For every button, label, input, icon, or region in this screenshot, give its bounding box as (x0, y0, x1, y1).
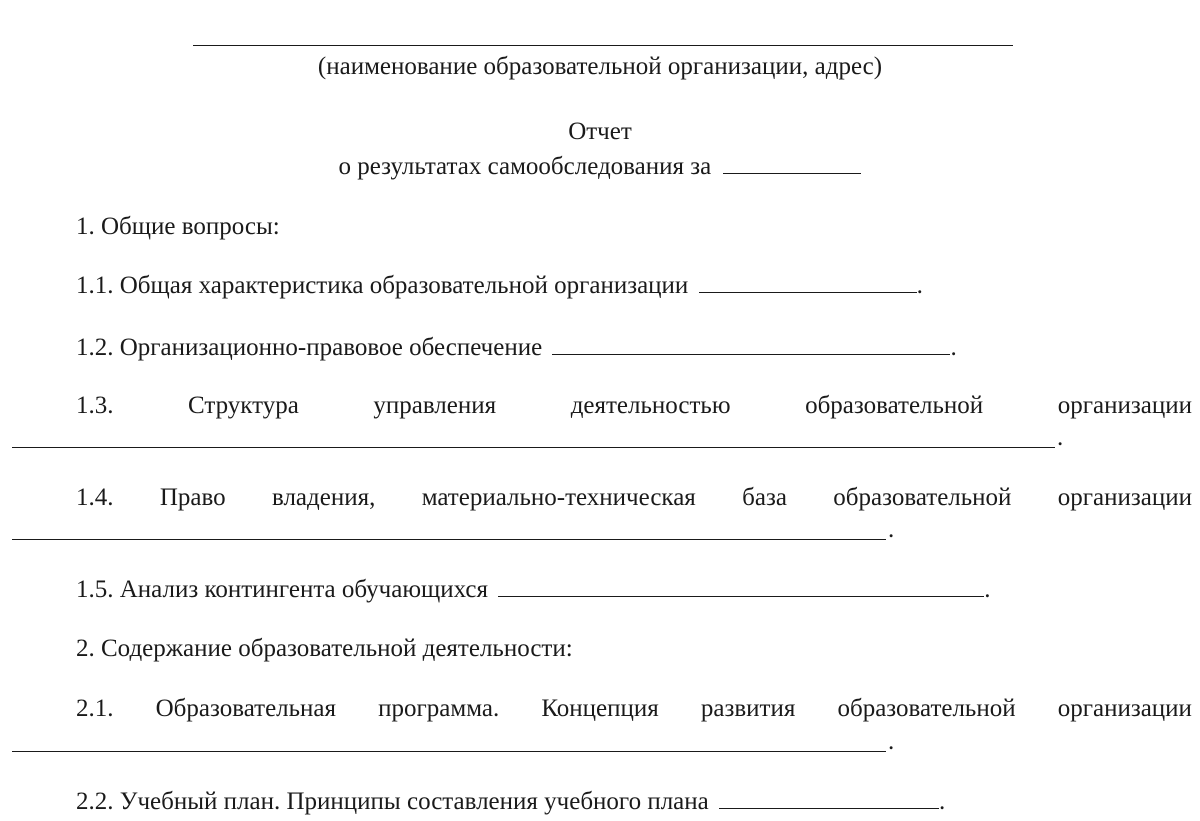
item-1-1-period: . (916, 272, 923, 299)
item-1-1-label: 1.1. Общая характеристика образовательной организации (76, 272, 689, 299)
item-1-4-word: владения, (271, 484, 376, 511)
item-2-1-word: образовательной (837, 695, 1016, 722)
item-1-3-line (76, 391, 1192, 421)
item-1-3-word: образовательной (805, 392, 984, 419)
item-1-4-word: Право (159, 484, 226, 511)
item-1-5-label: 1.5. Анализ контингента обучающихся (76, 576, 489, 603)
org-name-blank-line (193, 45, 1013, 46)
item-1-1-blank (699, 270, 917, 293)
item-1-3-word: управления (373, 392, 497, 419)
org-caption: (наименование образовательной организации, адрес) (317, 53, 883, 80)
item-1-1 (76, 270, 923, 301)
item-2-1-word: Концепция (541, 695, 659, 722)
item-1-3-word: Структура (188, 392, 299, 419)
item-1-4-blank (12, 539, 886, 540)
item-1-4-word: организации (1057, 484, 1192, 511)
item-1-2-label: 1.2. Организационно-правовое обеспечение (76, 334, 543, 361)
item-1-5-period: . (984, 576, 991, 603)
item-2-1-blank (12, 751, 886, 752)
item-2-2-blank (719, 786, 939, 809)
item-1-2 (76, 332, 957, 363)
report-subtitle: о результатах самообследования за (338, 153, 712, 180)
section-2-heading: 2. Содержание образовательной деятельности: (76, 635, 573, 662)
item-2-2 (76, 786, 945, 817)
item-2-1-word: развития (700, 695, 796, 722)
item-1-5-blank (498, 574, 984, 597)
item-1-4-word: материально-техническая (421, 484, 696, 511)
item-1-3-blank (12, 447, 1055, 448)
item-2-2-label: 2.2. Учебный план. Принципы составления учебного плана (76, 788, 709, 815)
item-1-4-line (76, 483, 1192, 513)
item-2-1-word: организации (1057, 695, 1192, 722)
item-1-2-blank (552, 332, 950, 355)
item-2-1-word: 2.1. (76, 695, 114, 722)
item-2-1-word: программа. (378, 695, 500, 722)
report-subtitle-line (0, 151, 1200, 182)
item-1-4-word: база (742, 484, 787, 511)
report-period-blank (723, 151, 861, 174)
item-1-4-word: образовательной (833, 484, 1012, 511)
item-2-1-word: Образовательная (155, 695, 337, 722)
item-1-3-word: 1.3. (76, 392, 114, 419)
item-1-4-word: 1.4. (76, 484, 114, 511)
item-1-4-period: . (888, 516, 895, 543)
report-title: Отчет (568, 118, 632, 145)
item-2-1-line (76, 694, 1192, 724)
item-1-3-period: . (1057, 424, 1064, 451)
section-1-heading: 1. Общие вопросы: (76, 213, 280, 240)
item-1-2-period: . (950, 334, 957, 361)
item-2-2-period: . (939, 788, 946, 815)
item-1-3-word: организации (1057, 392, 1192, 419)
item-1-3-word: деятельностью (570, 392, 731, 419)
item-1-5 (76, 574, 991, 605)
item-2-1-period: . (888, 728, 895, 755)
